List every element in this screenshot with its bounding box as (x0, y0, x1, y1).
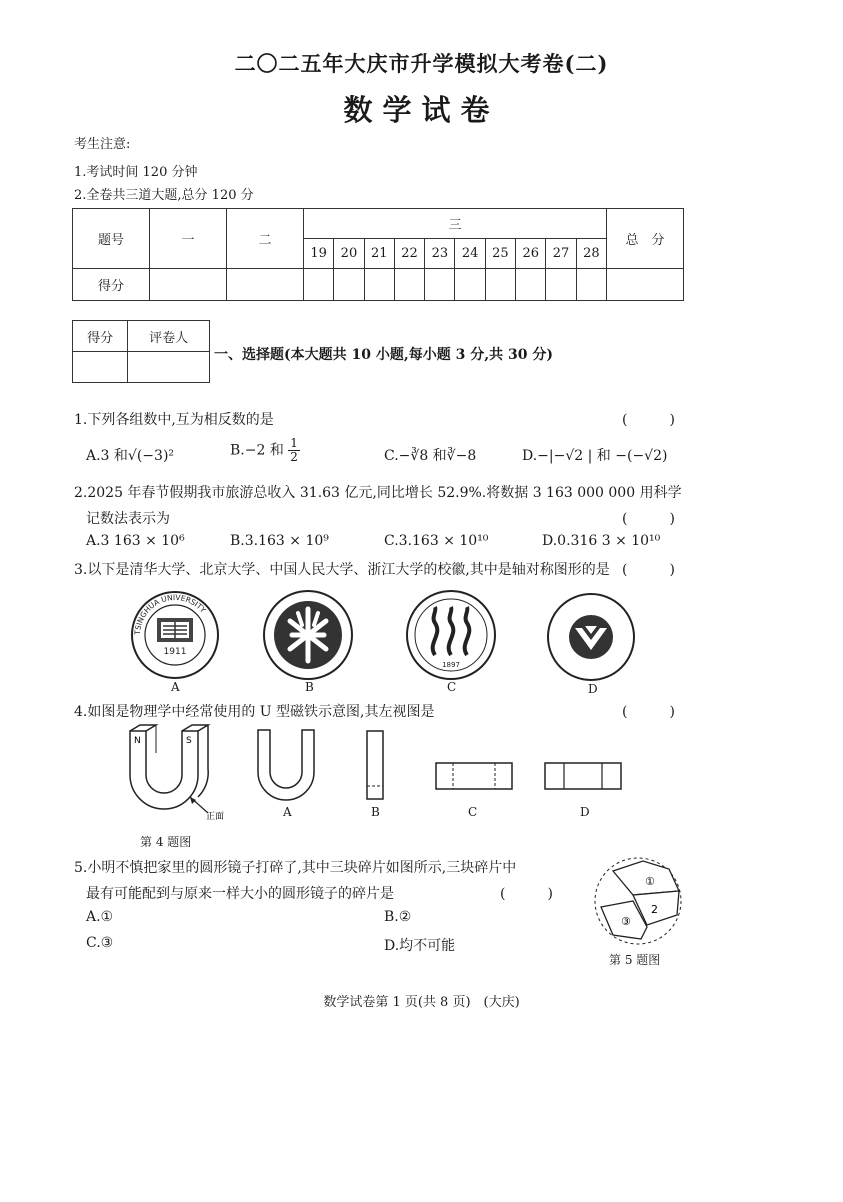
u-magnet-3d-figure (120, 723, 235, 823)
page-footer: 数学试卷第 1 页(共 8 页) (大庆) (323, 995, 520, 1010)
tsinghua-year: 1911 (163, 647, 187, 657)
q2-stem-line-1: 2.2025 年春节假期我市旅游总收入 31.63 亿元,同比增长 52.9%.将数据 3 163 000 000 用科学 (74, 485, 682, 501)
tsinghua-emblem-icon (130, 590, 220, 680)
score-cell (364, 269, 394, 301)
q2-stem-line-2: 记数法表示为 (86, 511, 170, 527)
question-number: 28 (576, 239, 606, 269)
q1-answer-blank: ( ) (622, 412, 675, 428)
q1-stem: 1.下列各组数中,互为相反数的是 (74, 412, 274, 428)
q4-answer-blank: ( ) (622, 704, 675, 720)
q3-label-c: C (447, 680, 457, 694)
exam-title: 二〇二五年大庆市升学模拟大考卷(二) (234, 51, 609, 76)
question-number: 21 (364, 239, 394, 269)
score-table (72, 208, 684, 301)
question-number: 20 (334, 239, 364, 269)
renmin-year: 1897 (442, 661, 460, 669)
q4-option-b-rect (366, 730, 386, 802)
grader-name-cell (128, 352, 210, 383)
q5-stem-line-1: 5.小明不慎把家里的圆形镜子打碎了,其中三块碎片如图所示,三块碎片中 (74, 860, 517, 876)
q1-option-d: D.−|−√2 | 和 −(−√2) (522, 448, 668, 464)
pole-s-label: S (186, 736, 192, 746)
question-number: 26 (516, 239, 546, 269)
score-part-2: 二 (227, 209, 304, 269)
score-row-label: 得分 (73, 269, 150, 301)
q1-option-c: C.−∛8 和∛−8 (384, 448, 477, 464)
broken-mirror-figure (593, 855, 683, 947)
score-total: 总 分 (607, 209, 684, 269)
fraction-denominator: 2 (290, 450, 298, 464)
question-number: 23 (425, 239, 455, 269)
q4-option-d-rect (544, 762, 624, 792)
score-cell (576, 269, 606, 301)
piece-label-2: 2 (651, 903, 658, 916)
peking-emblem-icon (262, 589, 354, 681)
score-cell (425, 269, 455, 301)
q5-stem-line-2: 最有可能配到与原来一样大小的圆形镜子的碎片是 (86, 886, 394, 902)
score-part-3: 三 (304, 209, 607, 239)
q5-figure-caption: 第 5 题图 (609, 953, 661, 967)
q2-answer-blank: ( ) (622, 511, 675, 527)
question-number: 22 (394, 239, 424, 269)
score-cell (455, 269, 485, 301)
q2-option-d: D.0.316 3 × 10¹⁰ (542, 533, 661, 549)
q3-label-d: D (588, 682, 598, 696)
q3-label-a: A (171, 680, 180, 694)
tsinghua-ring-text: TSINGHUA UNIVERSITY (132, 592, 208, 636)
q2-option-c: C.3.163 × 10¹⁰ (384, 533, 489, 549)
grader-score-cell (73, 352, 128, 383)
grader-name-label: 评卷人 (128, 321, 210, 352)
q4-figure-caption: 第 4 题图 (140, 835, 192, 849)
q1-option-a: A.3 和√(−3)² (86, 448, 175, 464)
zhejiang-emblem-icon (546, 592, 636, 682)
q2-option-b: B.3.163 × 10⁹ (230, 533, 329, 549)
score-part-1: 一 (150, 209, 227, 269)
fraction-numerator: 1 (290, 436, 298, 450)
notice-heading: 考生注意: (74, 137, 131, 152)
q3-stem: 3.以下是清华大学、北京大学、中国人民大学、浙江大学的校徽,其中是轴对称图形的是 (74, 562, 610, 578)
q3-label-b: B (305, 680, 314, 694)
question-number: 25 (485, 239, 515, 269)
q3-answer-blank: ( ) (622, 562, 675, 578)
q5-option-d: D.均不可能 (384, 938, 456, 954)
grader-box (72, 320, 210, 383)
piece-label-3: ③ (621, 915, 631, 928)
renmin-emblem-icon (405, 589, 497, 681)
notice-item-2: 2.全卷共三道大题,总分 120 分 (74, 188, 254, 203)
q4-label-c: C (468, 805, 478, 819)
q4-label-a: A (283, 805, 292, 819)
score-cell (304, 269, 334, 301)
q5-option-b: B.② (384, 909, 412, 925)
score-cell (516, 269, 546, 301)
question-number: 27 (546, 239, 576, 269)
piece-label-1: ① (645, 875, 655, 888)
q5-option-a: A.① (86, 909, 114, 925)
subject-title: 数学试卷 (343, 93, 500, 127)
notice-item-1: 1.考试时间 120 分钟 (74, 165, 198, 180)
q4-label-d: D (580, 805, 590, 819)
score-cell (546, 269, 576, 301)
score-cell (485, 269, 515, 301)
section-1-heading: 一、选择题(本大题共 10 小题,每小题 3 分,共 30 分) (214, 347, 553, 363)
q4-option-a-u-shape (256, 728, 316, 803)
q4-label-b: B (371, 805, 380, 819)
score-cell (227, 269, 304, 301)
score-cell (607, 269, 684, 301)
q2-option-a: A.3 163 × 10⁶ (86, 533, 185, 549)
q5-option-c: C.③ (86, 935, 114, 951)
pole-n-label: N (134, 736, 141, 746)
q1-option-b (230, 437, 300, 464)
q1-option-b-text: B.−2 和 (230, 442, 284, 459)
q1-option-b-fraction (288, 437, 300, 464)
q5-answer-blank: ( ) (500, 886, 553, 902)
q4-stem: 4.如图是物理学中经常使用的 U 型磁铁示意图,其左视图是 (74, 704, 435, 720)
score-cell (150, 269, 227, 301)
score-col-label: 题号 (73, 209, 150, 269)
score-cell (334, 269, 364, 301)
q4-option-c-rect (435, 762, 515, 792)
score-cell (394, 269, 424, 301)
front-view-label: 正面 (206, 812, 225, 822)
question-number: 24 (455, 239, 485, 269)
question-number: 19 (304, 239, 334, 269)
grader-score-label: 得分 (73, 321, 128, 352)
